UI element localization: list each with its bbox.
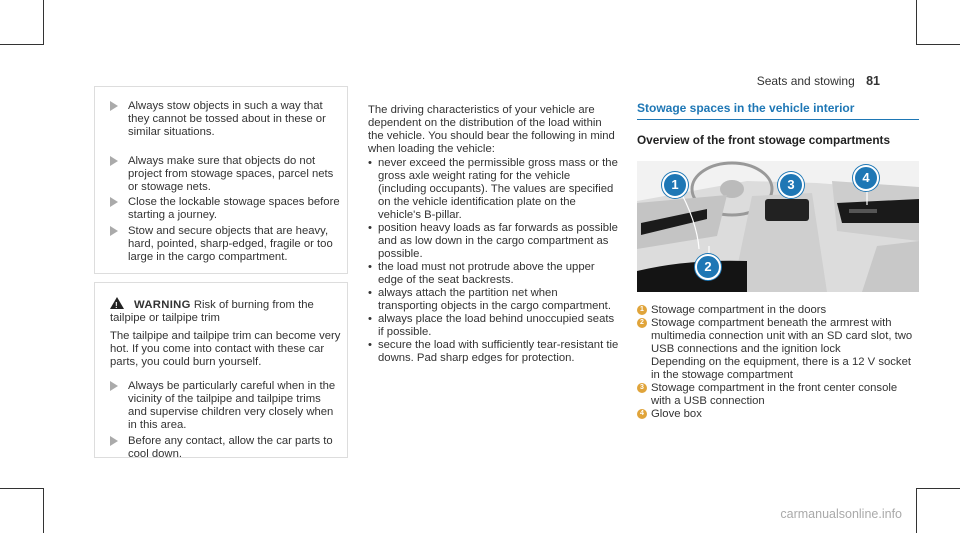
- stowage-notes-box: [94, 86, 348, 274]
- crop-mark: [43, 0, 44, 45]
- triangle-bullet-icon: [110, 101, 118, 111]
- photo-callout-2: 2: [695, 254, 721, 280]
- legend-text: Stowage compartment beneath the armrest with multimedia connection unit with an SD card slot, two USB connections and the ignition lock: [651, 317, 913, 355]
- triangle-bullet-icon: [110, 197, 118, 207]
- subsection-title: Overview of the front stowage compartments: [637, 133, 891, 147]
- legend-item: [637, 408, 919, 421]
- list-item-text: Always be particularly careful when in the vicinity of the tailpipe and tailpipe trims and supervise children very closely when in this area.: [128, 380, 336, 431]
- triangle-bullet-icon: [110, 226, 118, 236]
- warning-label: WARNING: [134, 299, 191, 311]
- list-item: • position heavy loads as far forwards as possible and as low down in the cargo compartment as possible.: [368, 222, 620, 261]
- legend-text: Stowage compartment in the front center console with a USB connection: [651, 382, 898, 407]
- section-divider: [637, 119, 919, 120]
- triangle-bullet-icon: [110, 156, 118, 166]
- crop-mark: [0, 488, 44, 489]
- list-item-text: Close the lockable stowage spaces before starting a journey.: [128, 196, 340, 221]
- legend-item: [637, 304, 919, 317]
- list-item: [110, 196, 342, 222]
- triangle-bullet-icon: [110, 436, 118, 446]
- list-item-text: Before any contact, allow the car parts to cool down.: [128, 435, 333, 460]
- list-item: [110, 100, 342, 139]
- crop-mark: [43, 488, 44, 533]
- crop-mark: [0, 44, 44, 45]
- list-item: • always place the load behind unoccupied seats if possible.: [368, 313, 620, 339]
- number-badge: 3: [637, 383, 647, 393]
- triangle-bullet-icon: [110, 381, 118, 391]
- crop-mark: [916, 488, 960, 489]
- list-item: [110, 380, 342, 432]
- loading-guidelines: [368, 104, 620, 365]
- crop-mark: [916, 0, 917, 45]
- number-badge: 4: [637, 409, 647, 419]
- legend-extra: Depending on the equipment, there is a 12 V socket in the stowage compartment: [651, 356, 911, 381]
- page-number: 81: [866, 74, 880, 88]
- list-item: • secure the load with sufficiently tear-resistant tie downs. Pad sharp edges for protection.: [368, 339, 620, 365]
- page-header: [757, 74, 880, 88]
- number-badge: 1: [637, 305, 647, 315]
- legend-item: [637, 317, 919, 382]
- list-item: [110, 155, 342, 194]
- loading-intro: The driving characteristics of your vehicle are dependent on the distribution of the load within the vehicle. You should bear the following in mind when loading the vehicle:: [368, 104, 615, 155]
- photo-callout-3: 3: [778, 172, 804, 198]
- stowage-legend: [637, 304, 919, 421]
- list-item: • never exceed the permissible gross mass or the gross axle weight rating for the vehicle (including occupants). The values are specified on the vehicle identification plate on the vehicle's B-pillar.: [368, 157, 620, 222]
- list-item-text: Always make sure that objects do not project from stowage spaces, parcel nets or stowage nets.: [128, 155, 334, 193]
- photo-callout-1: 1: [662, 172, 688, 198]
- warning-triangle-icon: [110, 297, 124, 309]
- list-item: • the load must not protrude above the upper edge of the seat backrests.: [368, 261, 620, 287]
- warning-box: [94, 282, 348, 458]
- interior-photo: [637, 161, 919, 292]
- loading-list: [368, 157, 620, 365]
- section-title: Stowage spaces in the vehicle interior: [637, 101, 855, 115]
- crop-mark: [916, 44, 960, 45]
- warning-body: The tailpipe and tailpipe trim can become very hot. If you come into contact with these car parts, you could burn yourself.: [110, 330, 341, 368]
- legend-item: [637, 382, 919, 408]
- list-item-text: Always stow objects in such a way that they cannot be tossed about in these or similar situations.: [128, 100, 326, 138]
- warning-heading: [110, 297, 340, 325]
- list-item: [110, 225, 342, 264]
- legend-text: Glove box: [651, 408, 702, 420]
- list-item: [110, 435, 342, 461]
- list-item-text: Stow and secure objects that are heavy, hard, pointed, sharp-edged, fragile or too large in the cargo compartment.: [128, 225, 333, 263]
- section-name: Seats and stowing: [756, 74, 855, 88]
- watermark: carmanualsonline.info: [780, 507, 902, 521]
- list-item: • always attach the partition net when transporting objects in the cargo compartment.: [368, 287, 620, 313]
- warning-title: Risk of burning from the tailpipe or tailpipe trim: [110, 299, 314, 324]
- legend-text: Stowage compartment in the doors: [651, 304, 827, 316]
- number-badge: 2: [637, 318, 647, 328]
- crop-mark: [916, 488, 917, 533]
- photo-callout-4: 4: [853, 165, 879, 191]
